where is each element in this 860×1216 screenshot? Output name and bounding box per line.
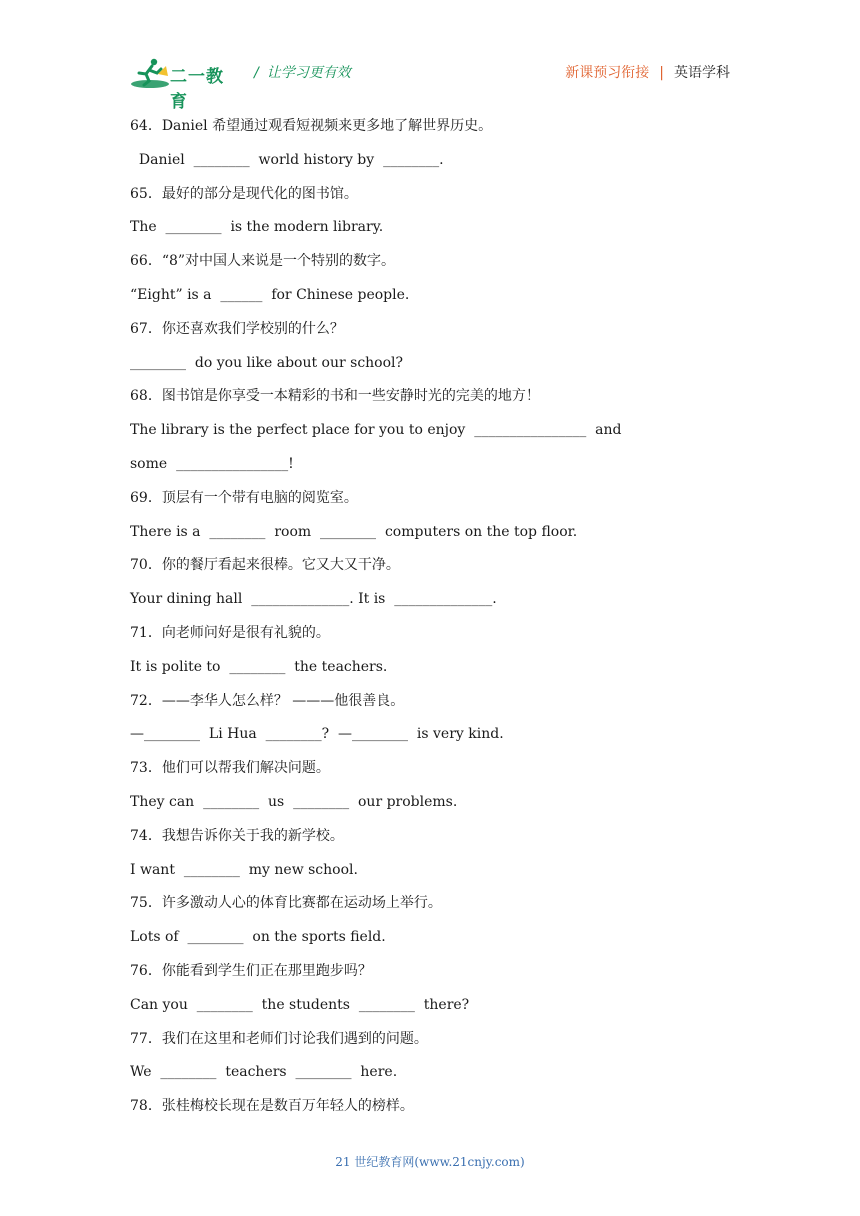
question-prompt: 71．向老师问好是很有礼貌的。 [130, 624, 330, 641]
answer-line: Lots of ________ on the sports field. [130, 929, 386, 946]
exercise-list [130, 110, 730, 1124]
question-prompt: 66．“8”对中国人来说是一个特别的数字。 [130, 253, 396, 270]
question-prompt: 73．他们可以帮我们解决问题。 [130, 760, 330, 777]
answer-line: Can you ________ the students ________ there? [130, 996, 470, 1013]
answer-line: I want ________ my new school. [130, 861, 358, 878]
answer-line: Your dining hall ______________. It is ______________. [130, 591, 497, 608]
logo-text: 二一教育 [170, 67, 224, 112]
question-prompt: 67．你还喜欢我们学校别的什么？ [130, 320, 344, 337]
page-footer: 21 世纪教育网(www.21cnjy.com) [335, 1155, 525, 1169]
answer-line: —________ Li Hua ________? —________ is very kind. [130, 726, 504, 743]
answer-line: There is a ________ room ________ computers on the top floor. [130, 523, 578, 540]
answer-line: “Eight” is a ______ for Chinese people. [130, 286, 410, 303]
course-label: 新课预习衔接 [565, 65, 650, 81]
question-prompt: 65．最好的部分是现代化的图书馆。 [130, 185, 358, 202]
runner-logo-icon [130, 56, 170, 90]
header-subject [565, 62, 730, 82]
question-prompt: 64．Daniel 希望通过观看短视频来更多地了解世界历史。 [130, 118, 493, 134]
question-prompt: 69．顶层有一个带有电脑的阅览室。 [130, 489, 358, 506]
answer-line: It is polite to ________ the teachers. [130, 658, 388, 675]
answer-line: ________ do you like about our school? [130, 354, 404, 371]
logo [130, 56, 240, 112]
question-prompt: 72．——李华人怎么样？ ———他很善良。 [130, 692, 405, 709]
question-prompt: 76．你能看到学生们正在那里跑步吗？ [130, 962, 372, 979]
slogan-text: 让学习更有效 [266, 65, 351, 81]
question-prompt: 74．我想告诉你关于我的新学校。 [130, 827, 344, 844]
slogan [254, 62, 351, 82]
answer-line: Daniel ________ world history by ________. [130, 151, 444, 168]
subject-label: 英语学科 [674, 65, 730, 81]
question-prompt: 70．你的餐厅看起来很棒。它又大又干净。 [130, 557, 400, 574]
slogan-slash: / [254, 65, 259, 81]
header-separator: | [659, 65, 664, 81]
answer-line: The ________ is the modern library. [130, 219, 384, 236]
answer-line: some ________________! [130, 455, 294, 472]
question-prompt: 78．张桂梅校长现在是数百万年轻人的榜样。 [130, 1098, 414, 1115]
question-prompt: 75．许多激动人心的体育比赛都在运动场上举行。 [130, 895, 442, 912]
page-header [130, 54, 730, 112]
question-prompt: 68．图书馆是你享受一本精彩的书和一些安静时光的完美的地方！ [130, 388, 540, 405]
question-prompt: 77．我们在这里和老师们讨论我们遇到的问题。 [130, 1030, 428, 1047]
answer-line: We ________ teachers ________ here. [130, 1064, 398, 1081]
answer-line: The library is the perfect place for you to enjoy ________________ and [130, 422, 622, 439]
answer-line: They can ________ us ________ our problems. [130, 793, 458, 810]
